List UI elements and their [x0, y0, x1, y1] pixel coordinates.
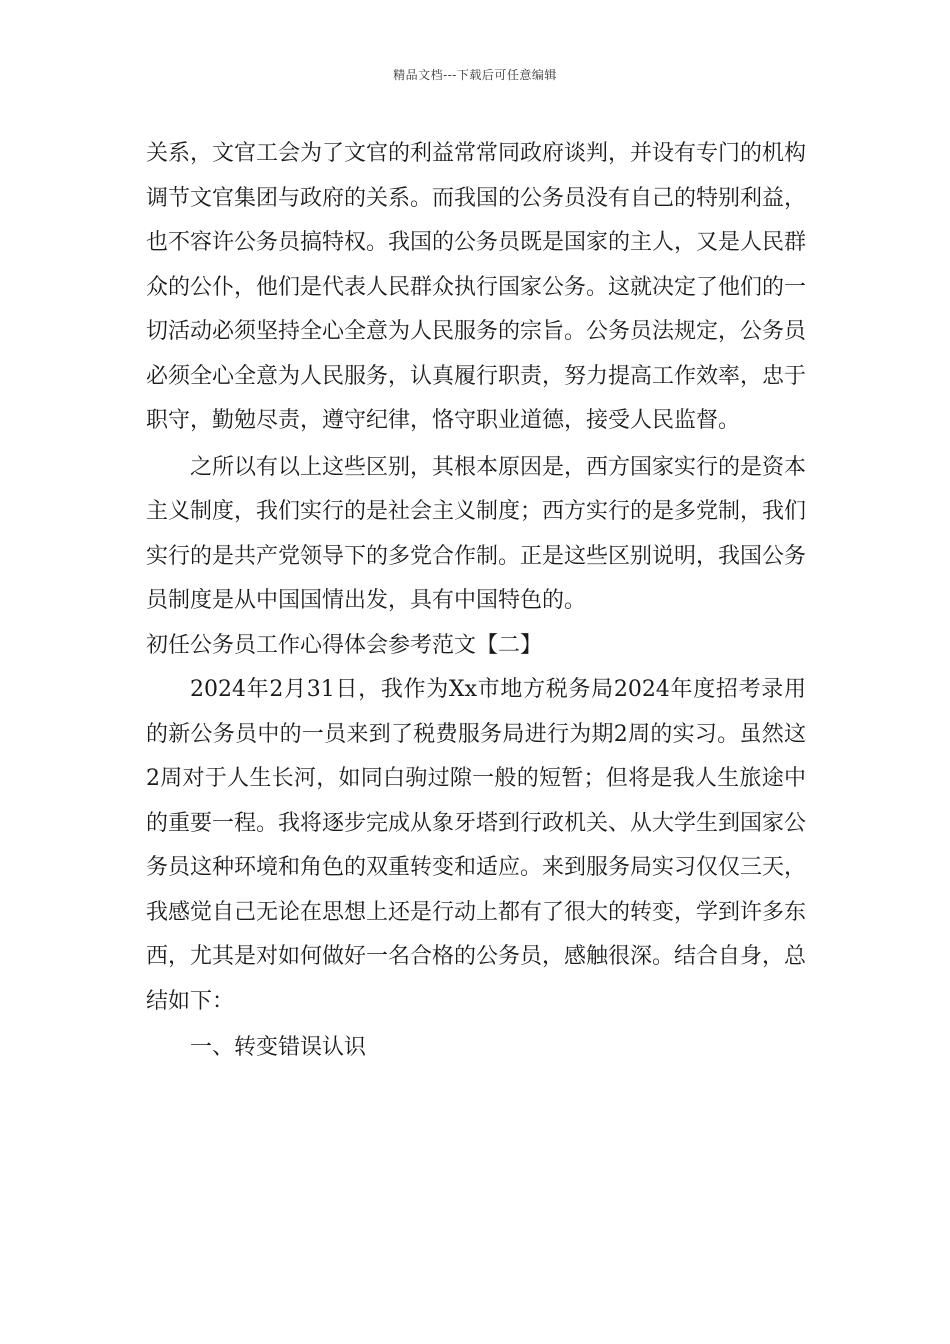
paragraph-public-servant-relations: 关系，文官工会为了文官的利益常常同政府谈判，并设有专门的机构调节文官集团与政府的关系。而我国的公务员没有自己的特别利益，也不容许公务员搞特权。我国的公务员既是国家的主人，又是人民群众的公仆，他们是代表人民群众执行国家公务。这就决定了他们的一切活动必须坚持全心全意为人民服务的宗旨。公务员法规定，公务员必须全心全意为人民服务，认真履行职责，努力提高工作效率，忠于职守，勤勉尽责，遵守纪律，恪守职业道德，接受人民监督。	[146, 141, 807, 433]
paragraph-root-cause: 之所以有以上这些区别，其根本原因是，西方国家实行的是资本主义制度，我们实行的是社会主义制度；西方实行的是多党制，我们实行的是共产党领导下的多党合作制。正是这些区别说明，我国公务员制度是从中国国情出发，具有中国特色的。	[146, 454, 807, 613]
page-header: 精品文档---下载后可任意编辑	[393, 68, 557, 82]
subheading-change-misconceptions: 一、转变错误认识	[190, 1035, 367, 1060]
section-title: 初任公务员工作心得体会参考范文【二】	[146, 632, 543, 658]
paragraph-internship: 2024年2月31日，我作为Xx市地方税务局2024年度招考录用的新公务员中的一员来到了税费服务局进行为期2周的实习。虽然这2周对于人生长河，如同白驹过隙一般的短暂；但将是我人生旅途中的重要一程。我将逐步完成从象牙塔到行政机关、从大学生到国家公务员这种环境和角色的双重转变和适应。来到服务局实习仅仅三天，我感觉自己无论在思想上还是行动上都有了很大的转变，学到许多东西，尤其是对如何做好一名合格的公务员，感触很深。结合自身，总结如下：	[146, 677, 807, 1014]
document-body	[146, 132, 806, 1071]
